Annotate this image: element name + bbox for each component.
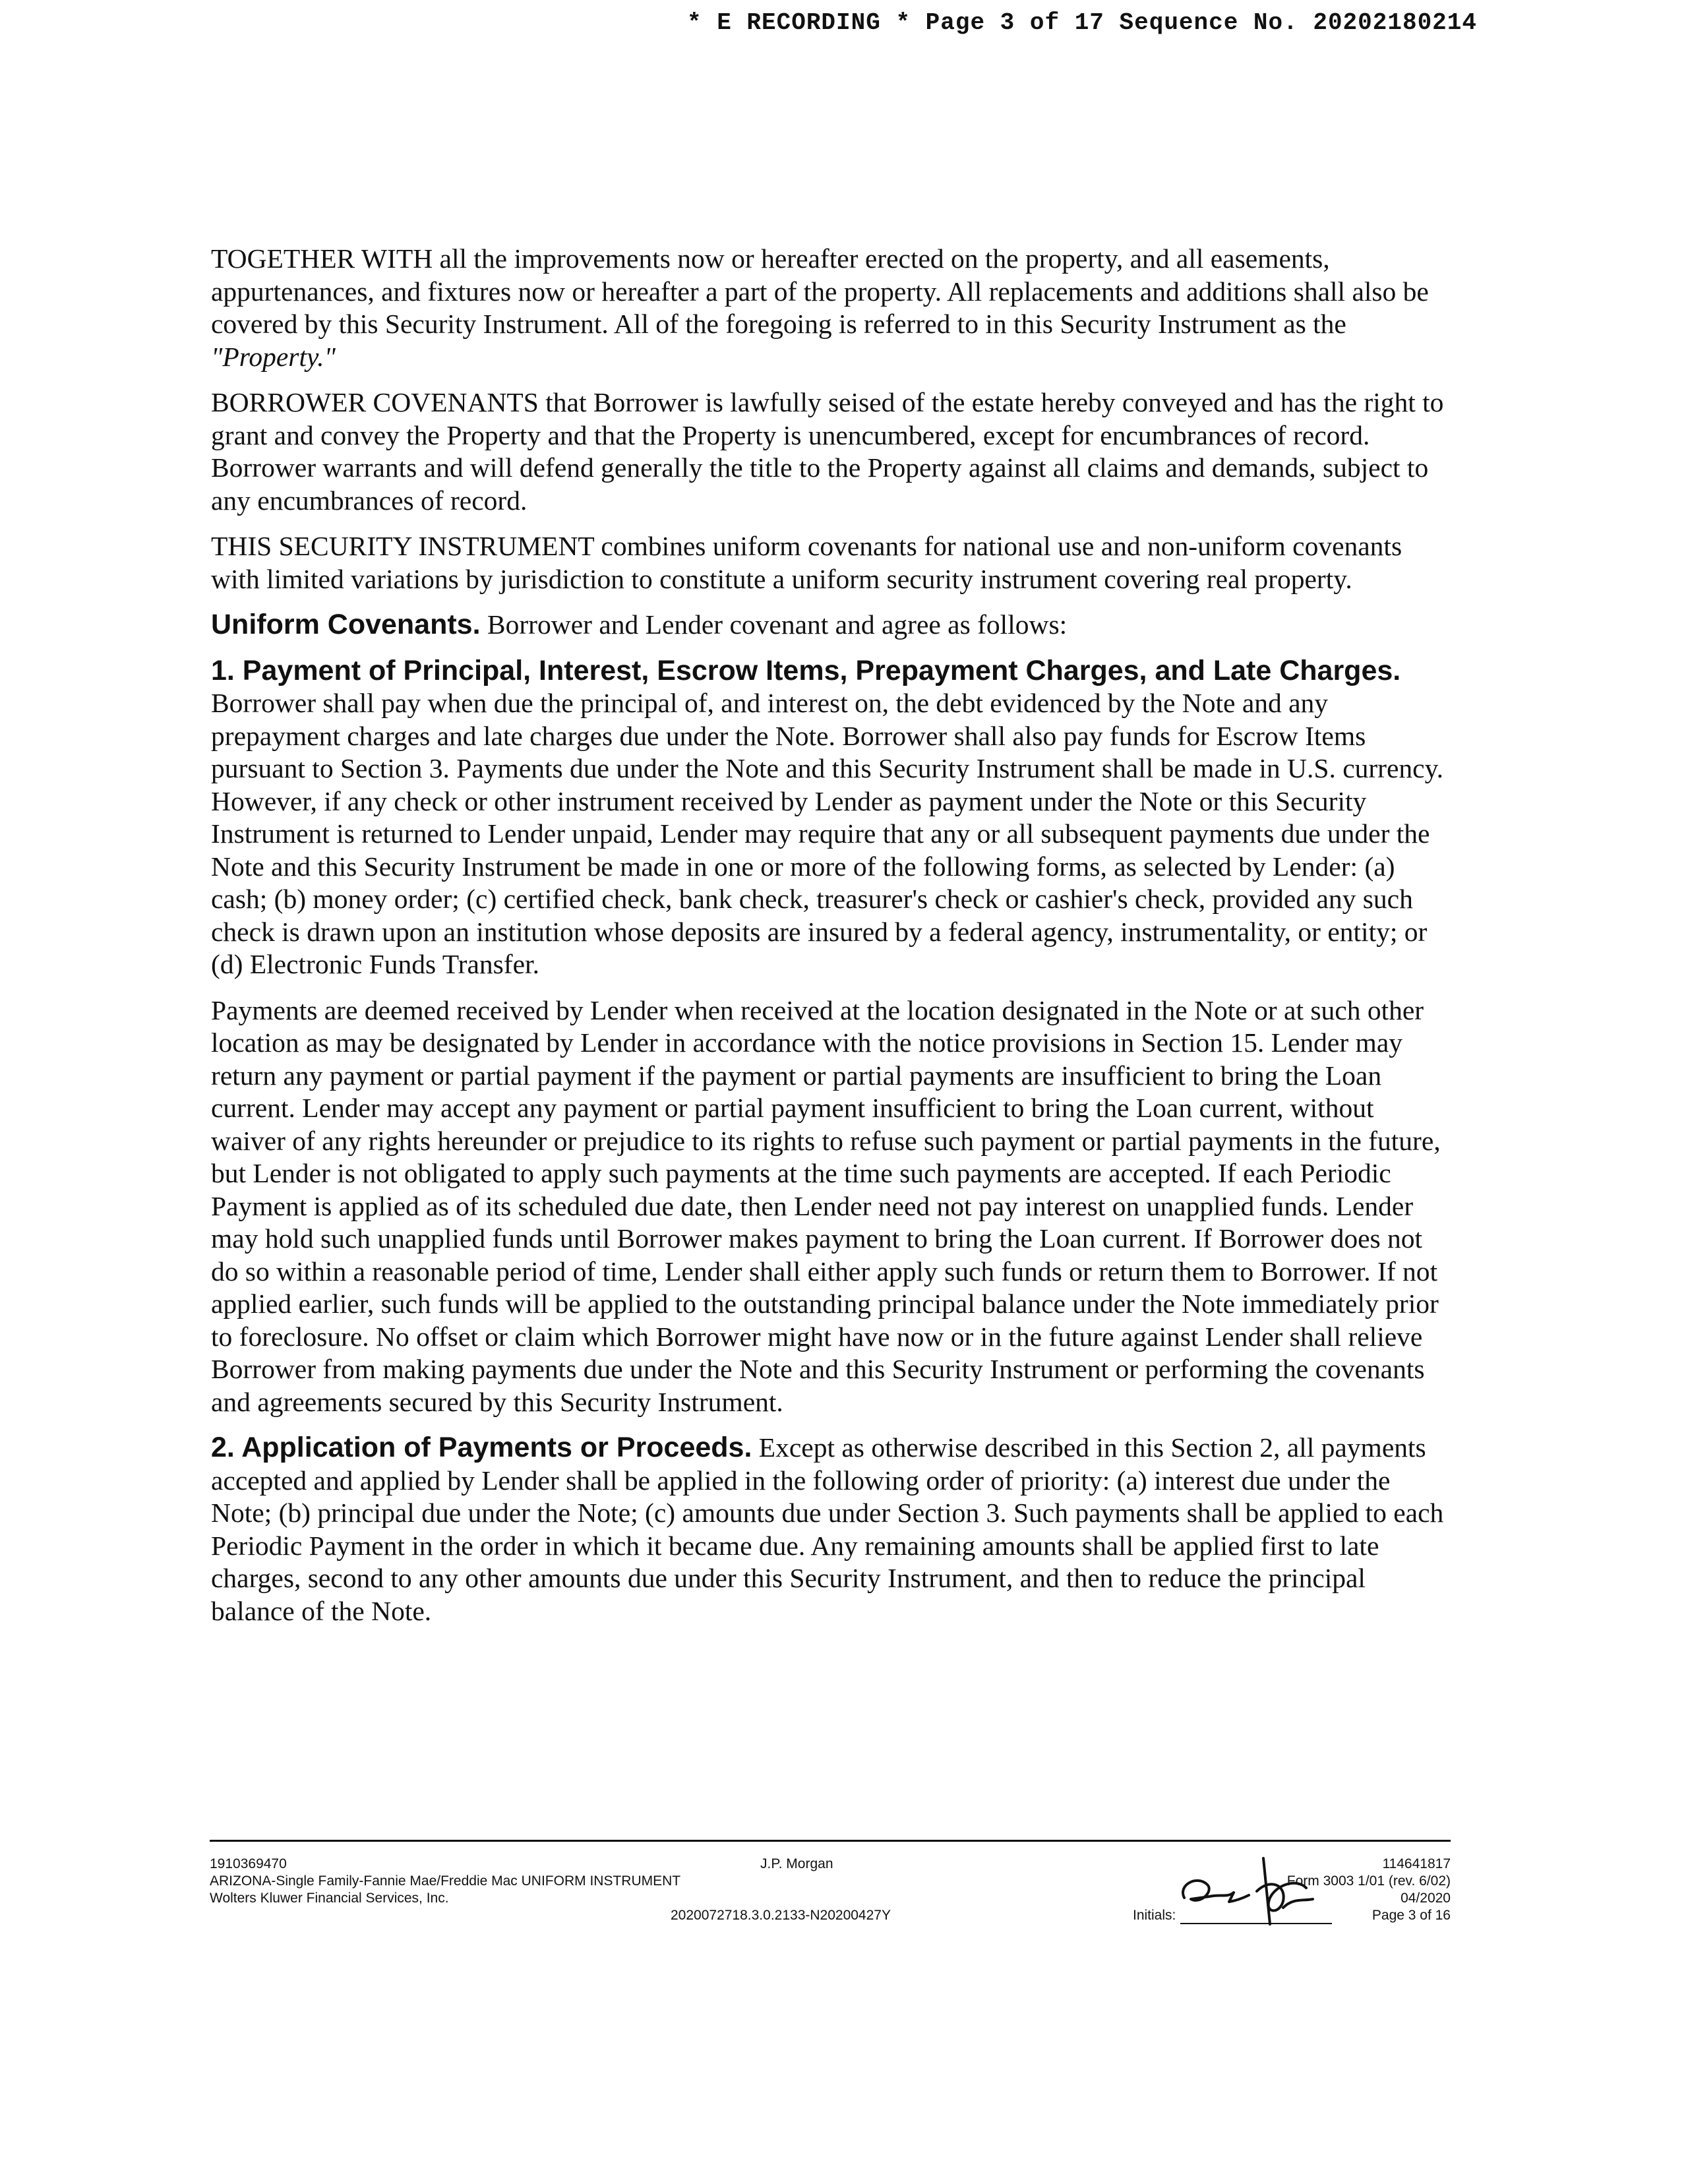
together-text: TOGETHER WITH all the improvements now or hereafter erected on the property, and all easements, appurtenances, and fixtures now or hereafter a part of the property. All replacements and additions shall also be covered by this Security Instrument. All of the foregoing is referred to in this Security Instrument as the bbox=[211, 243, 1429, 339]
loan-number: 1910369470 bbox=[210, 1856, 287, 1871]
initials-signature bbox=[1171, 1852, 1342, 1931]
initials-label: Initials: bbox=[1133, 1908, 1176, 1923]
recording-header: * E RECORDING * Page 3 of 17 Sequence No. 20202180214 bbox=[687, 9, 1477, 36]
paragraph-borrower-covenants: BORROWER COVENANTS that Borrower is lawfully seised of the estate hereby conveyed and has the right to grant and convey the Property and that the Property is unencumbered, except for encumbrances of record. Borrower warrants and will defend generally the title to the Property against all claims and demands, subject to any encumbrances of record. bbox=[211, 387, 1444, 516]
uniform-covenants-text: Borrower and Lender covenant and agree as follows: bbox=[480, 609, 1068, 640]
paragraph-section-1 bbox=[211, 655, 1451, 981]
publisher: Wolters Kluwer Financial Services, Inc. bbox=[210, 1891, 449, 1906]
form-number: Form 3003 1/01 (rev. 6/02) bbox=[1286, 1873, 1451, 1889]
section-2-text: Except as otherwise described in this Section 2, all payments accepted and applied by Lender shall be applied in the following order of priority: (a) interest due under the Note; (b) principal due under the Note; (c) amounts due under Section 3. Such payments shall be applied to each Periodic Payment in the order in which it became due. Any remaining amounts shall be applied first to late charges, second to any other amounts due under this Security Instrument, and then to reduce the principal balance of the Note. bbox=[211, 1432, 1444, 1626]
doc-number: 114641817 bbox=[1382, 1856, 1451, 1871]
section-1-heading: 1. Payment of Principal, Interest, Escrow Items, Prepayment Charges, and Late Charges. bbox=[211, 654, 1401, 686]
footer-left bbox=[210, 1856, 680, 1907]
uniform-covenants-heading: Uniform Covenants. bbox=[211, 609, 481, 640]
paragraph-together-with bbox=[211, 243, 1451, 373]
property-term: "Property." bbox=[211, 341, 336, 372]
document-body bbox=[211, 243, 1451, 1641]
section-1-text: Borrower shall pay when due the principal of, and interest on, the debt evidenced by the Note and any prepayment charges and late charges due under the Note. Borrower shall also pay funds for Escrow Items pursuant to Section 3. Payments due under the Note and this Security Instrument shall be made in U.S. currency. However, if any check or other instrument received by Lender as payment under the Note or this Security Instrument is returned to Lender unpaid, Lender may require that any or all subsequent payments due under the Note and this Security Instrument be made in one or more of the following forms, as selected by Lender: (a) cash; (b) money order; (c) certified check, bank check, treasurer's check or cashier's check, provided any such check is drawn upon an institution whose deposits are insured by a federal agency, instrumentality, or entity; or (d) Electronic Funds Transfer. bbox=[211, 688, 1444, 979]
paragraph-section-2 bbox=[211, 1432, 1451, 1627]
barcode-text: 2020072718.3.0.2133-N20200427Y bbox=[671, 1908, 891, 1923]
section-2-heading: 2. Application of Payments or Proceeds. bbox=[211, 1432, 752, 1463]
footer-divider bbox=[210, 1840, 1451, 1842]
lender-name: J.P. Morgan bbox=[760, 1856, 833, 1871]
form-title: ARIZONA-Single Family-Fannie Mae/Freddie Mac UNIFORM INSTRUMENT bbox=[210, 1873, 681, 1889]
form-date: 04/2020 bbox=[1401, 1891, 1451, 1906]
paragraph-uniform-covenants bbox=[211, 609, 1451, 642]
paragraph-this-security-instrument: THIS SECURITY INSTRUMENT combines uniform covenants for national use and non-uniform covenants with limited variations by jurisdiction to constitute a uniform security instrument covering real property. bbox=[211, 531, 1402, 594]
paragraph-payments-deemed: Payments are deemed received by Lender when received at the location designated in the Note or at such other location as may be designated by Lender in accordance with the notice provisions in Section 15. Lender may return any payment or partial payment if the payment or partial payments are insufficient to bring the Loan current. Lender may accept any payment or partial payment insufficient to bring the Loan current, without waiver of any rights hereunder or prejudice to its rights to refuse such payment or partial payments in the future, but Lender is not obligated to apply such payments at the time such payments are accepted. If each Periodic Payment is applied as of its scheduled due date, then Lender need not pay interest on unapplied funds. Lender may hold such unapplied funds until Borrower makes payment to bring the Loan current. If Borrower does not do so within a reasonable period of time, Lender shall either apply such funds or return them to Borrower. If not applied earlier, such funds will be applied to the outstanding principal balance under the Note immediately prior to foreclosure. No offset or claim which Borrower might have now or in the future against Lender shall relieve Borrower from making payments due under the Note and this Security Instrument or performing the covenants and agreements secured by this Security Instrument. bbox=[211, 994, 1441, 1417]
page-number: Page 3 of 16 bbox=[1372, 1908, 1451, 1923]
